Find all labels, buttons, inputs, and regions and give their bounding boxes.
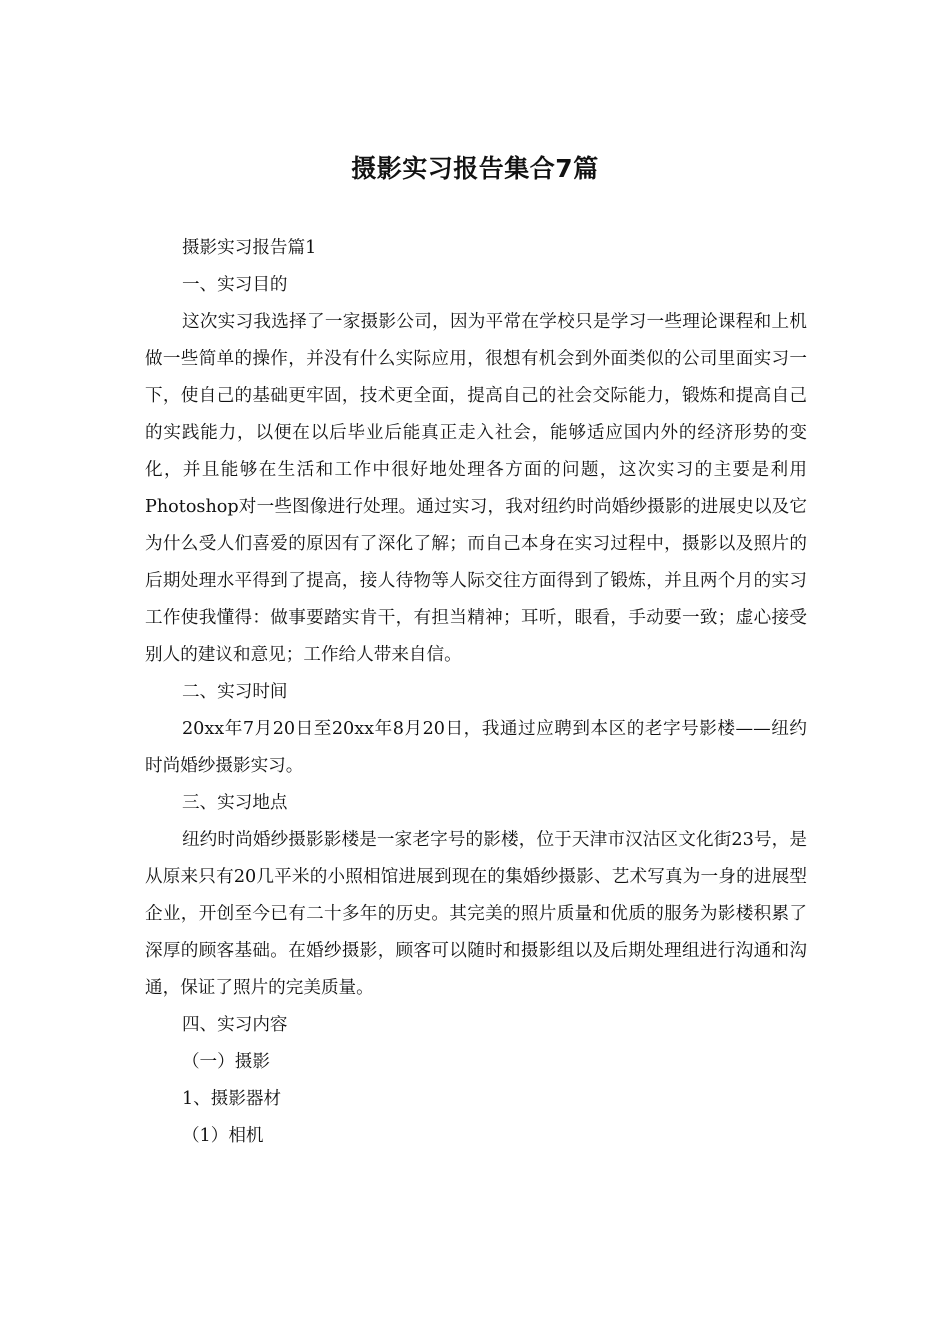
paragraph-location: 纽约时尚婚纱摄影影楼是一家老字号的影楼，位于天津市汉沽区文化街23号，是从原来只有20几平米的小照相馆进展到现在的集婚纱摄影、艺术写真为一身的进展型企业，开创至今已有二十多年的历史。其完美的照片质量和优质的服务为影楼积累了深厚的顾客基础。在婚纱摄影，顾客可以随时和摄影组以及后期处理组进行沟通和沟通，保证了照片的完美质量。 [145,830,807,998]
subheading-equipment: 1、摄影器材 [181,1089,282,1109]
subheading-photography: （一）摄影 [181,1052,270,1072]
section-heading-time: 二、实习时间 [181,682,288,702]
paragraph-purpose: 这次实习我选择了一家摄影公司，因为平常在学校只是学习一些理论课程和上机做一些简单的操作，并没有什么实际应用，很想有机会到外面类似的公司里面实习一下，使自己的基础更牢固，技术更全面，提高自己的社会交际能力，锻炼和提高自己的实践能力，以便在以后毕业后能真正走入社会，能够适应国内外的经济形势的变化，并且能够在生活和工作中很好地处理各方面的问题，这次实习的主要是利用Photoshop对一些图像进行处理。通过实习，我对纽约时尚婚纱摄影的进展史以及它为什么受人们喜爱的原因有了深化了解；而自己本身在实习过程中，摄影以及照片的后期处理水平得到了提高，接人待物等人际交往方面得到了锻炼，并且两个月的实习工作使我懂得：做事要踏实肯干，有担当精神；耳听，眼看，手动要一致；虚心接受别人的建议和意见；工作给人带来自信。 [145,312,807,665]
document-body [145,230,807,1155]
section-heading-report-1: 摄影实习报告篇1 [181,238,317,258]
section-heading-purpose: 一、实习目的 [181,275,288,295]
paragraph-time: 20xx年7月20日至20xx年8月20日，我通过应聘到本区的老字号影楼——纽约时尚婚纱摄影实习。 [145,719,807,776]
section-heading-location: 三、实习地点 [181,793,288,813]
section-heading-content: 四、实习内容 [181,1015,288,1035]
document-title: 摄影实习报告集合7篇 [351,154,599,183]
subheading-camera: （1）相机 [181,1126,264,1146]
